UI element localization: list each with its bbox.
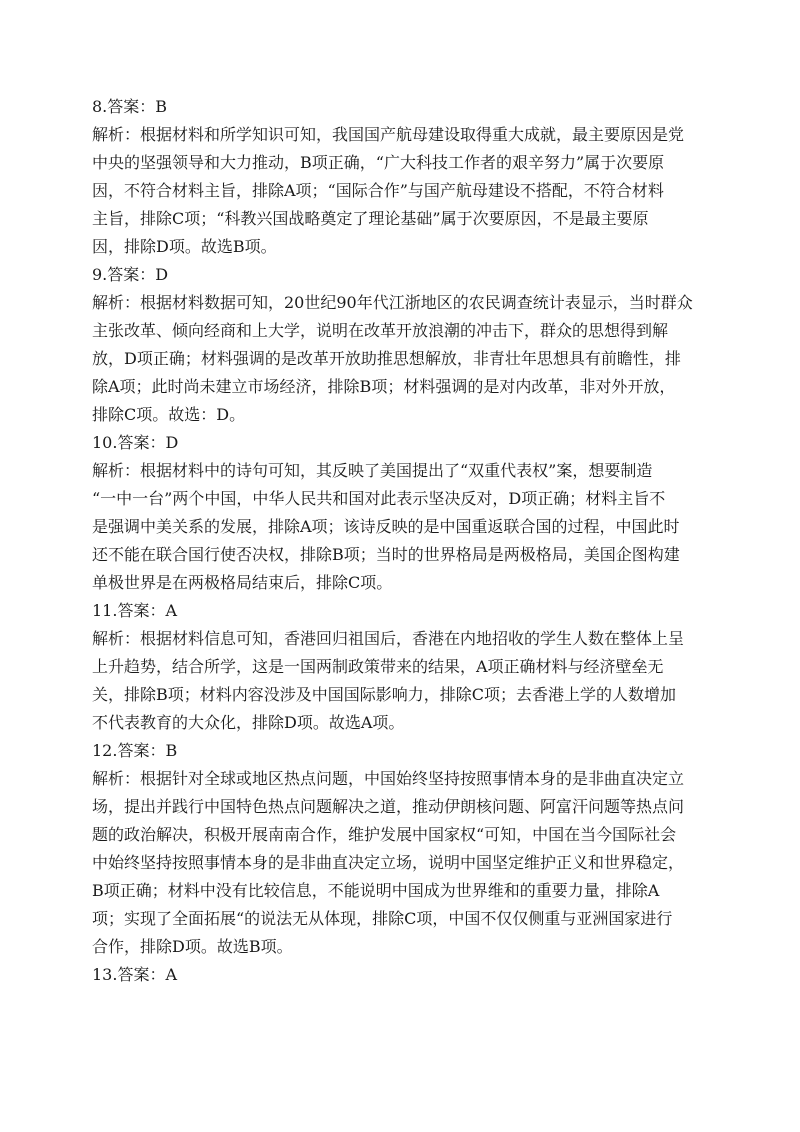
answer-block [92, 261, 712, 429]
answer-heading: 11.答案：A [92, 601, 178, 620]
analysis-line: 除A项；此时尚未建立市场经济，排除B项；材料强调的是对内改革，非对外开放， [92, 377, 676, 396]
analysis-line: 上升趋势，结合所学，这是一国两制政策带来的结果，A项正确材料与经济壁垒无 [92, 657, 664, 676]
analysis-line: 排除C项。故选：D。 [92, 405, 246, 424]
analysis-line: 解析：根据材料信息可知，香港回归祖国后，香港在内地招收的学生人数在整体上呈 [92, 629, 685, 648]
analysis-line: 解析：根据材料数据可知，20世纪90年代江浙地区的农民调查统计表显示，当时群众 [92, 293, 693, 312]
analysis-paragraph [92, 765, 712, 961]
analysis-line: 因，排除D项。故选B项。 [92, 237, 277, 256]
answer-block [92, 597, 712, 737]
analysis-line: B项正确；材料中没有比较信息，不能说明中国成为世界维和的重要力量，排除A [92, 881, 660, 900]
analysis-line: 关，排除B项；材料内容没涉及中国国际影响力，排除C项；去香港上学的人数增加 [92, 685, 677, 704]
answer-heading: 10.答案：D [92, 433, 179, 452]
answer-block [92, 93, 712, 261]
document-page [92, 93, 712, 989]
analysis-line: 是强调中美关系的发展，排除A项；该诗反映的是中国重返联合国的过程，中国此时 [92, 517, 680, 536]
analysis-line: 解析：根据材料中的诗句可知，其反映了美国提出了“双重代表权”案，想要制造 [92, 461, 653, 480]
analysis-line: 解析：根据材料和所学知识可知，我国国产航母建设取得重大成就，最主要原因是党 [92, 125, 685, 144]
analysis-line: 场，提出并践行中国特色热点问题解决之道，推动伊朗核问题、阿富汗问题等热点问 [92, 797, 685, 816]
answer-list [92, 93, 712, 989]
answer-block [92, 961, 712, 989]
analysis-line: 主张改革、倾向经商和上大学，说明在改革开放浪潮的冲击下，群众的思想得到解 [92, 321, 669, 340]
analysis-line: 中始终坚持按照事情本身的是非曲直决定立场，说明中国坚定维护正义和世界稳定， [92, 853, 685, 872]
analysis-line: 项；实现了全面拓展“的说法无从体现，排除C项，中国不仅仅侧重与亚洲国家进行 [92, 909, 673, 928]
analysis-paragraph [92, 625, 712, 737]
answer-heading: 8.答案：B [92, 97, 168, 116]
analysis-line: 中央的坚强领导和大力推动，B项正确，“广大科技工作者的艰辛努力”属于次要原 [92, 153, 665, 172]
analysis-paragraph [92, 121, 712, 261]
analysis-line: 单极世界是在两极格局结束后，排除C项。 [92, 573, 393, 592]
analysis-paragraph [92, 457, 712, 597]
answer-heading: 9.答案：D [92, 265, 169, 284]
answer-heading: 13.答案：A [92, 965, 178, 984]
analysis-line: 题的政治解决，积极开展南南合作，维护发展中国家权“可知，中国在当今国际社会 [92, 825, 677, 844]
analysis-line: 还不能在联合国行使否决权，排除B项；当时的世界格局是两极格局，美国企图构建 [92, 545, 680, 564]
analysis-line: 主旨，排除C项；“科教兴国战略奠定了理论基础”属于次要原因，不是最主要原 [92, 209, 649, 228]
analysis-line: 合作，排除D项。故选B项。 [92, 937, 293, 956]
analysis-paragraph [92, 289, 712, 429]
analysis-line: 放，D项正确；材料强调的是改革开放助推思想解放，非青壮年思想具有前瞻性，排 [92, 349, 681, 368]
analysis-line: “一中一台”两个中国，中华人民共和国对此表示坚决反对，D项正确；材料主旨不 [92, 489, 666, 508]
answer-block [92, 737, 712, 961]
answer-block [92, 429, 712, 597]
analysis-line: 因，不符合材料主旨，排除A项；“国际合作”与国产航母建设不搭配，不符合材料 [92, 181, 664, 200]
analysis-line: 解析：根据针对全球或地区热点问题，中国始终坚持按照事情本身的是非曲直决定立 [92, 769, 685, 788]
answer-heading: 12.答案：B [92, 741, 178, 760]
analysis-line: 不代表教育的大众化，排除D项。故选A项。 [92, 713, 405, 732]
